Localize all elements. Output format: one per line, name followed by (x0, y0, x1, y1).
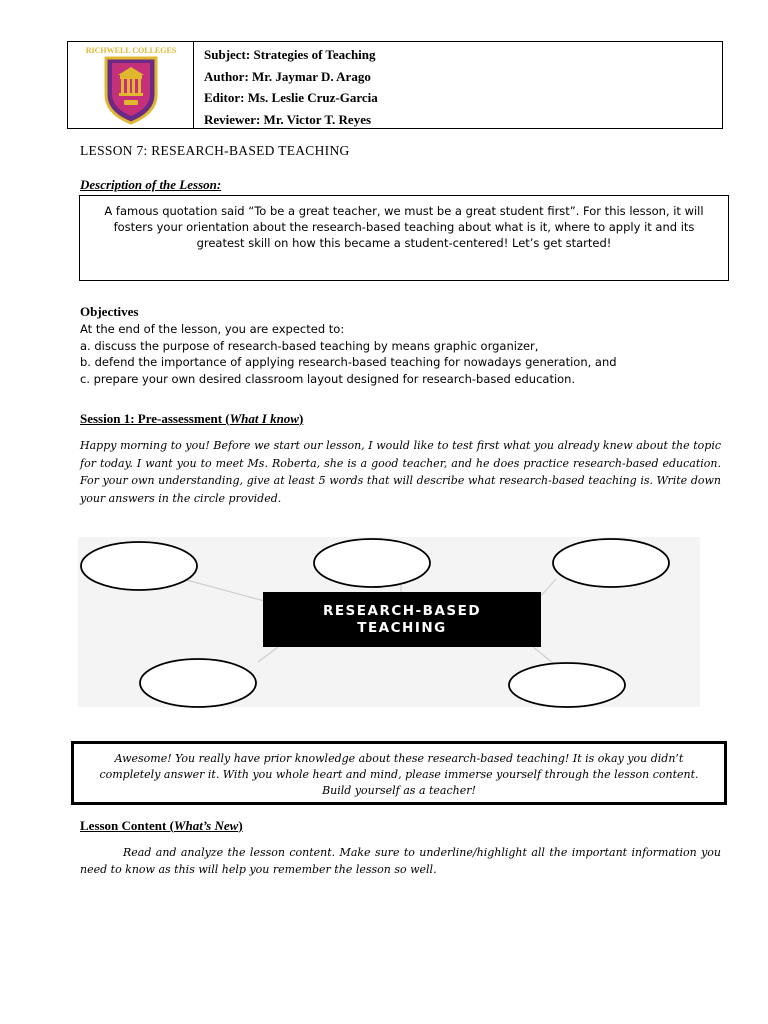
author-line: Author: Mr. Jaymar D. Arago (204, 68, 371, 84)
answer-circle-4[interactable] (140, 659, 256, 707)
objective-item: a. discuss the purpose of research-based teaching by means graphic organizer, (80, 338, 539, 353)
header-info (194, 42, 722, 128)
answer-circle-2[interactable] (314, 539, 430, 587)
objectives-list (80, 321, 617, 387)
reviewer-line: Reviewer: Mr. Victor T. Reyes (204, 111, 372, 127)
logo-wordmark: RICHWELL COLLEGES (85, 46, 176, 55)
lesson-content-heading-suffix: ) (238, 818, 243, 833)
graphic-organizer (78, 537, 700, 707)
header-table (67, 41, 723, 129)
lesson-title: LESSON 7: RESEARCH-BASED TEACHING (80, 143, 350, 158)
answer-circle-3[interactable] (553, 539, 669, 587)
objectives-intro: At the end of the lesson, you are expected to: (80, 322, 345, 336)
connector-line (258, 647, 278, 662)
connector-line (183, 579, 268, 602)
description-heading: Description of the Lesson: (80, 177, 222, 192)
description-box (79, 195, 729, 281)
feedback-box (71, 741, 727, 805)
session1-heading-italic: What I know (229, 411, 299, 426)
answer-circle-1[interactable] (81, 542, 197, 590)
description-text: A famous quotation said “To be a great teacher, we must be a great student first”. For this lesson, it will fosters your orientation about the research-based teaching about what is it, where to apply it and its greatest skill on how this became a student-centered! Let’s get started! (104, 204, 704, 250)
session1-heading (80, 411, 303, 427)
central-topic-box (263, 592, 541, 647)
editor-line: Editor: Ms. Leslie Cruz-Garcia (204, 90, 378, 105)
central-topic-line2: TEACHING (357, 619, 447, 636)
lesson-content-heading-italic: What’s New (173, 818, 239, 833)
session1-heading-suffix: ) (298, 411, 304, 426)
subject-line: Subject: Strategies of Teaching (204, 47, 376, 62)
objective-item: b. defend the importance of applying research-based teaching for nowadays generation, and (80, 355, 617, 369)
lesson-content-heading-prefix: Lesson Content ( (80, 818, 174, 833)
objectives-heading: Objectives (80, 304, 139, 319)
richwell-colleges-logo (85, 45, 176, 125)
lesson-content-body: Read and analyze the lesson content. Make sure to underline/highlight all the important information you need to know as this will help you remember the lesson so well. (80, 846, 721, 876)
session1-heading-prefix: Session 1: Pre-assessment ( (80, 411, 230, 426)
central-topic-line1: RESEARCH-BASED (322, 602, 482, 619)
objective-item: c. prepare your own desired classroom layout designed for research-based education. (80, 371, 576, 386)
session1-body: Happy morning to you! Before we start our lesson, I would like to test first what you already knew about the topic for today. I want you to meet Ms. Roberta, she is a good teacher, and he does practice research-based education. For your own understanding, give at least 5 words that will describe what research-based teaching is. Write down your answers in the circle provided. (80, 439, 721, 505)
feedback-text: Awesome! You really have prior knowledge about these research-based teaching! It is okay you didn’t completely answer it. With you whole heart and mind, please immerse yourself through the lesson content. Build yourself as a teacher! (99, 752, 699, 797)
logo-cell (68, 42, 194, 128)
lesson-content-heading (80, 818, 243, 834)
answer-circle-5[interactable] (509, 663, 625, 707)
